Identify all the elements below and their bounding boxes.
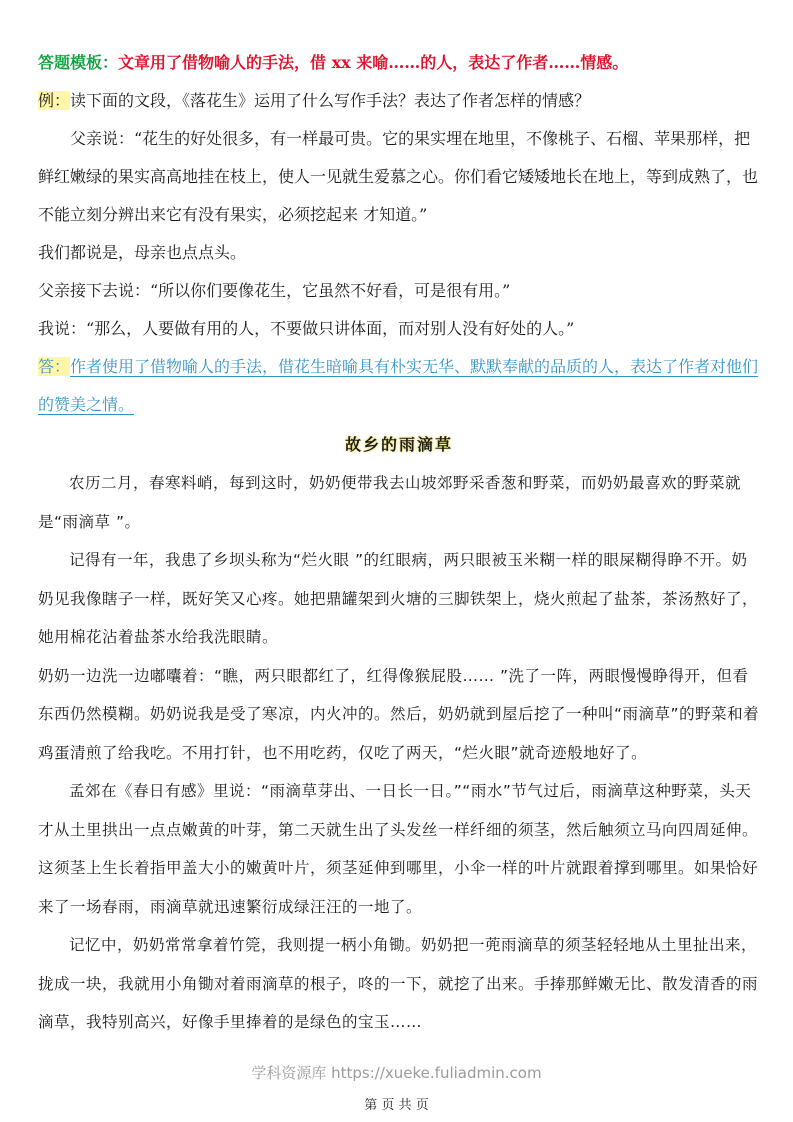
watermark: 学科资源库 https://xueke.fuliadmin.com: [251, 1064, 542, 1082]
template-text: 文章用了借物喻人的手法，借 xx 来喻……的人，表达了作者……情感。: [118, 53, 629, 72]
example-tag: 例：: [38, 91, 71, 110]
example-paragraph-1: 父亲说：“花生的好处很多，有一样最可贵。它的果实埋在地里，不像桃子、石榴、苹果那样，把鲜红嫩绿的果实高高地挂在枝上，使人一见就生爱慕之心。你们看它矮矮地长在地上，等到成熟了，也不能立刻分辨出来它有没有果实，必须挖起来 才知道。”: [38, 129, 759, 224]
story-paragraph-2: 记得有一年，我患了乡坝头称为“烂火眼 ”的红眼病，两只眼被玉米糊一样的眼屎糊得睁不开。奶奶见我像瞎子一样，既好笑又心疼。她把鼎罐架到火塘的三脚铁架上，烧火煎起了盐茶，茶汤熬好了，她用棉花沾着盐茶水给我洗眼睛。: [38, 551, 759, 646]
example-paragraph-2: 我们都说是，母亲也点点头。: [38, 243, 247, 262]
answer-text: 作者使用了借物喻人的手法，借花生暗喻具有朴实无华、默默奉献的品质的人，表达了作者对他们的赞美之情。: [38, 357, 759, 414]
story-paragraph-1: 农历二月，春寒料峭，每到这时，奶奶便带我去山坡郊野采香葱和野菜，而奶奶最喜欢的野菜就是“雨滴草 ”。: [38, 474, 742, 531]
story-title: 故乡的雨滴草: [344, 435, 453, 454]
example-question: [38, 82, 760, 120]
example-paragraph-3: 父亲接下去说：“所以你们要像花生，它虽然不好看，可是很有用。”: [38, 281, 511, 300]
story-paragraph-5: 记忆中，奶奶常常拿着竹筦，我则提一柄小角锄。奶奶把一蔸雨滴草的须茎轻轻地从土里扯出来，拢成一块，我就用小角锄对着雨滴草的根子，咚的一下，就挖了出来。手捧那鲜嫩无比、散发清香的雨滴草，我特别高兴，好像手里捧着的是绿色的宝玉……: [38, 936, 759, 1031]
template-tag: 答题模板：: [38, 53, 119, 72]
story-paragraph-3: 奶奶一边洗一边嘟囔着：“瞧，两只眼都红了，红得像猴屁股…… ”洗了一阵，两眼慢慢睁得开，但看东西仍然模糊。奶奶说我是受了寒凉，内火冲的。然后，奶奶就到屋后挖了一种叫“雨滴草”的野菜和着鸡蛋清煎了给我吃。不用打针，也不用吃药，仅吃了两天，“烂火眼”就奇迹般地好了。: [38, 666, 760, 762]
story-paragraph-4: 孟郊在《春日有感》里说：“雨滴草芽出、一日长一日。”“雨水”节气过后，雨滴草这种野菜，头天才从土里拱出一点点嫩黄的叶芽，第二天就生出了头发丝一样纤细的须茎，然后触须立马向四周延伸。这须茎上生长着指甲盖大小的嫩黄叶片，须茎延伸到哪里，小伞一样的叶片就跟着撑到哪里。如果恰好来了一场春雨，雨滴草就迅速繁衍成绿汪汪的一地了。: [38, 782, 759, 916]
page-footer: 第 页 共 页: [364, 1098, 429, 1113]
document-page: [38, 44, 760, 1042]
example-paragraph-4: 我说：“那么，人要做有用的人，不要做只讲体面，而对别人没有好处的人。”: [38, 319, 575, 338]
answer: [38, 348, 760, 424]
answer-tag: 答：: [38, 357, 71, 376]
answer-template: [38, 44, 760, 82]
example-question-text: 读下面的文段，《落花生》运用了什么写作手法？表达了作者怎样的情感？: [70, 91, 591, 110]
